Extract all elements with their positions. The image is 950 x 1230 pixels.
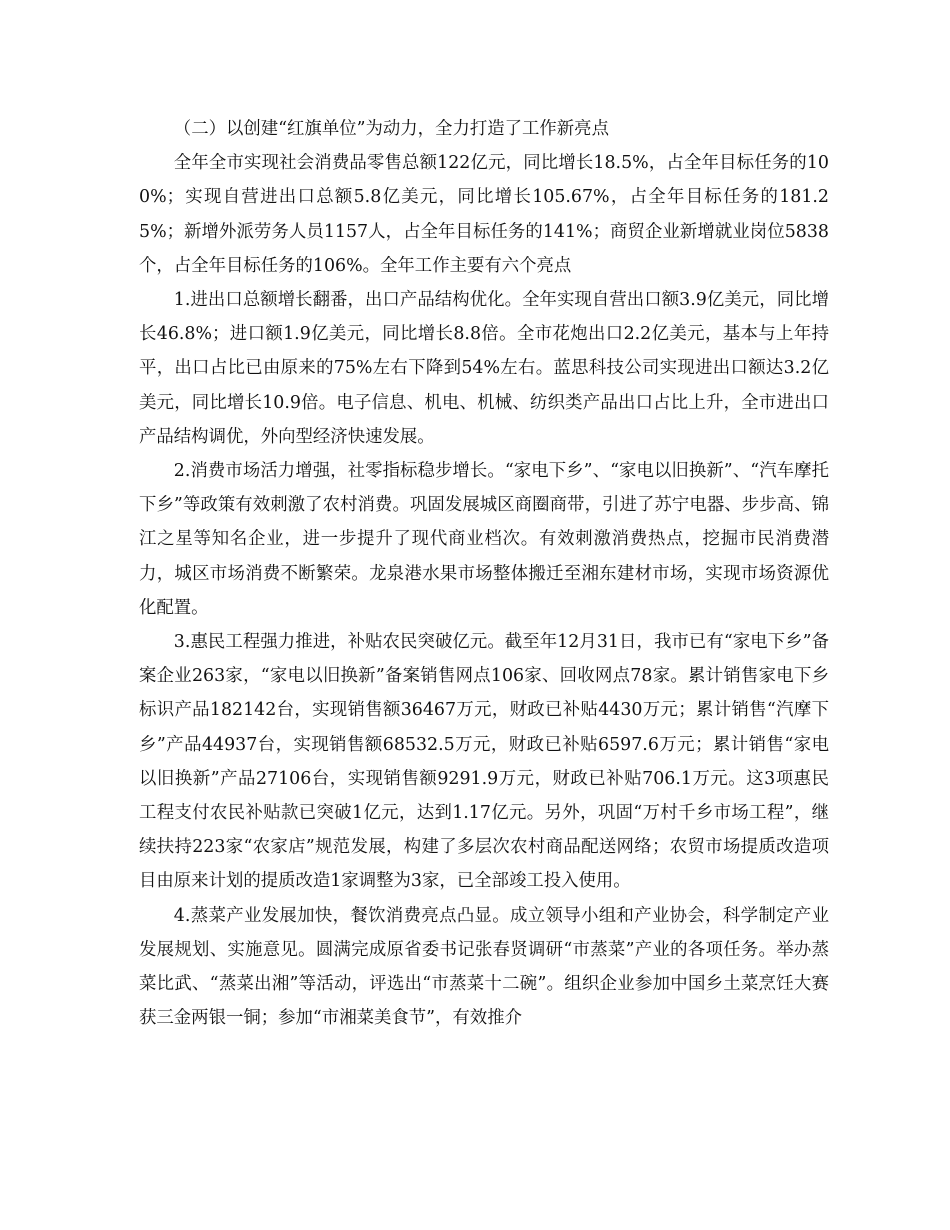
paragraph-highlight-4: 4.蒸菜产业发展加快，餐饮消费亮点凸显。成立领导小组和产业协会，科学制定产业发展规划、实施意见。圆满完成原省委书记张春贤调研“市蒸菜”产业的各项任务。举办蒸菜比武、“蒸菜出湘”等活动，评选出“市蒸菜十二碗”。组织企业参加中国乡土菜烹饪大赛获三金两银一铜；参加“市湘菜美食节”，有效推介 [139,905,829,1029]
paragraph-summary: 全年全市实现社会消费品零售总额122亿元，同比增长18.5%，占全年目标任务的100%；实现自营进出口总额5.8亿美元，同比增长105.67%，占全年目标任务的181.25%；新增外派劳务人员1157人，占全年目标任务的141%；商贸企业新增就业岗位5838个，占全年目标任务的106%。全年工作主要有六个亮点 [139,153,829,276]
paragraph-highlight-3: 3.惠民工程强力推进，补贴农民突破亿元。截至年12月31日，我市已有“家电下乡”备案企业263家，“家电以旧换新”备案销售网点106家、回收网点78家。累计销售家电下乡标识产品182142台，实现销售额36467万元，财政已补贴4430万元；累计销售“汽摩下乡”产品44937台，实现销售额68532.5万元，财政已补贴6597.6万元；累计销售“家电以旧换新”产品27106台，实现销售额9291.9万元，财政已补贴706.1万元。这3项惠民工程支付农民补贴款已突破1亿元，达到1.17亿元。另外，巩固“万村千乡市场工程”，继续扶持223家“农家店”规范发展，构建了多层次农村商品配送网络；农贸市场提质改造项目由原来计划的提质改造1家调整为3家，已全部竣工投入使用。 [139,632,829,892]
paragraph-highlight-2: 2.消费市场活力增强，社零指标稳步增长。“家电下乡”、“家电以旧换新”、“汽车摩托下乡”等政策有效刺激了农村消费。巩固发展城区商圈商带，引进了苏宁电器、步步高、锦江之星等知名企业，进一步提升了现代商业档次。有效刺激消费热点，挖掘市民消费潜力，城区市场消费不断繁荣。龙泉港水果市场整体搬迁至湘东建材市场，实现市场资源优化配置。 [139,461,829,618]
document-body [139,112,829,1035]
section-heading: （二）以创建“红旗单位”为动力，全力打造了工作新亮点 [173,119,609,139]
paragraph-highlight-1: 1.进出口总额增长翻番，出口产品结构优化。全年实现自营出口额3.9亿美元，同比增长46.8%；进口额1.9亿美元，同比增长8.8倍。全市花炮出口2.2亿美元，基本与上年持平，出口占比已由原来的75%左右下降到54%左右。蓝思科技公司实现进出口额达3.2亿美元，同比增长10.9倍。电子信息、机电、机械、纺织类产品出口占比上升，全市进出口产品结构调优，外向型经济快速发展。 [139,290,829,447]
